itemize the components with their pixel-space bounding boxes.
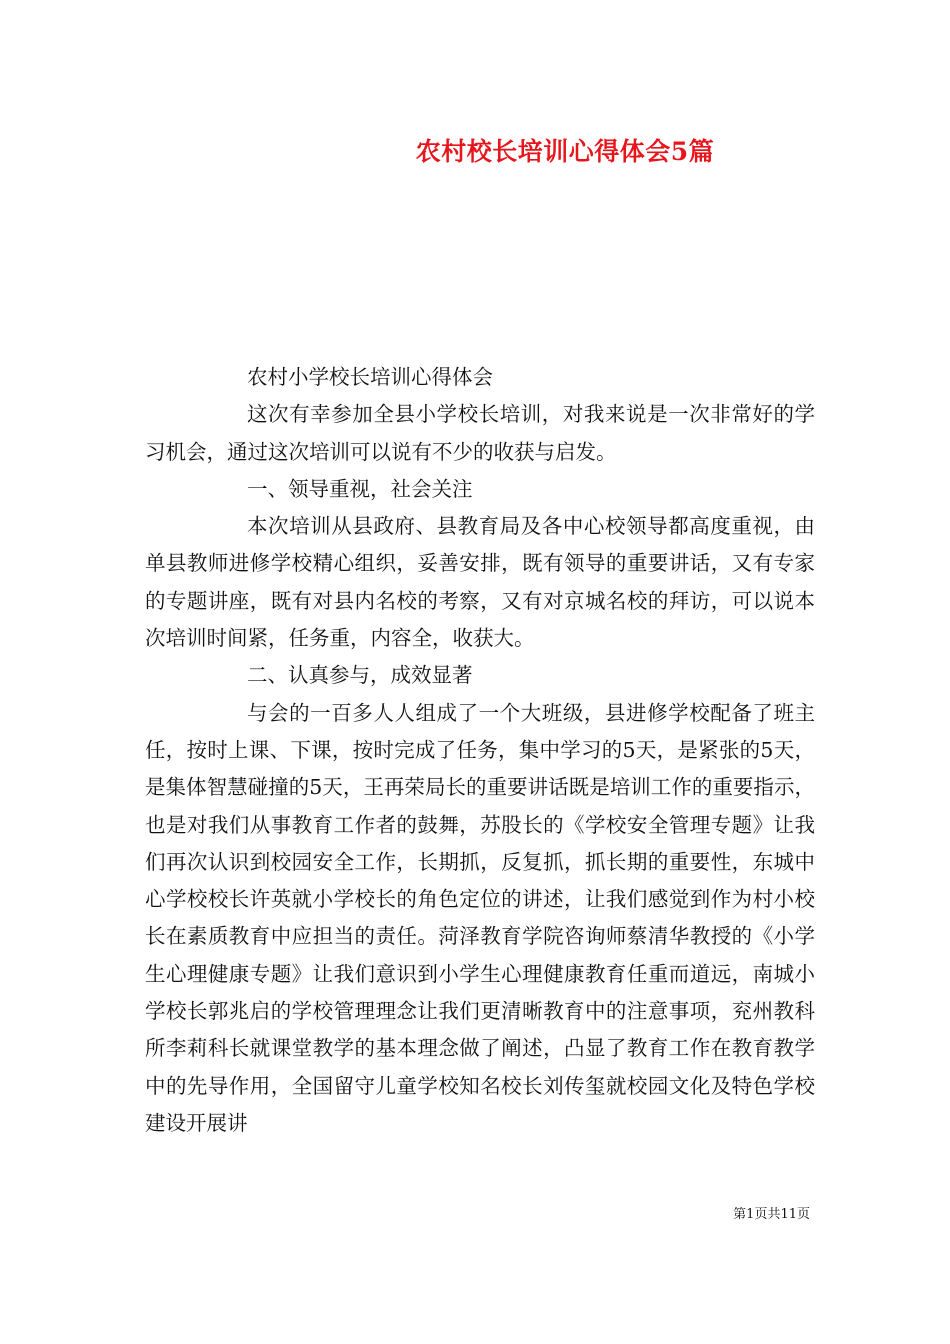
section-heading-1: 一、领导重视，社会关注 (247, 476, 473, 501)
document-title: 农村校长培训心得体会5篇 (415, 137, 715, 166)
subtitle-paragraph: 农村小学校长培训心得体会 (247, 365, 493, 389)
document-body (145, 359, 815, 1142)
page-indicator: 第1页共11页 (733, 1207, 810, 1222)
section-heading-2: 二、认真参与，成效显著 (247, 663, 473, 688)
section-2-paragraph: 与会的一百多人人组成了一个大班级，县进修学校配备了班主任，按时上课、下课，按时完成了任务，集中学习的5天，是紧张的5天，是集体智慧碰撞的5天，王再荣局长的重要讲话既是培训工作的重要指示，也是对我们从事教育工作者的鼓舞，苏股长的《学校安全管理专题》让我们再次认识到校园安全工作，长期抓，反复抓，抓长期的重要性，东城中心学校校长许英就小学校长的角色定位的讲述，让我们感觉到作为村小校长在素质教育中应担当的责任。菏泽教育学院咨询师蔡清华教授的《小学生心理健康专题》让我们意识到小学生心理健康教育任重而道远，南城小学校长郭兆启的学校管理理念让我们更清晰教育中的注意事项，兖州教科所李莉科长就课堂教学的基本理念做了阐述，凸显了教育工作在教育教学中的先导作用，全国留守儿童学校知名校长刘传玺就校园文化及特色学校建设开展讲 (145, 700, 815, 1135)
intro-paragraph: 这次有幸参加全县小学校长培训，对我来说是一次非常好的学习机会，通过这次培训可以说有不少的收获与启发。 (145, 402, 815, 464)
section-1-paragraph: 本次培训从县政府、县教育局及各中心校领导都高度重视，由单县教师进修学校精心组织，妥善安排，既有领导的重要讲话，又有专家的专题讲座，既有对县内名校的考察，又有对京城名校的拜访，可以说本次培训时间紧，任务重，内容全，收获大。 (145, 514, 815, 651)
